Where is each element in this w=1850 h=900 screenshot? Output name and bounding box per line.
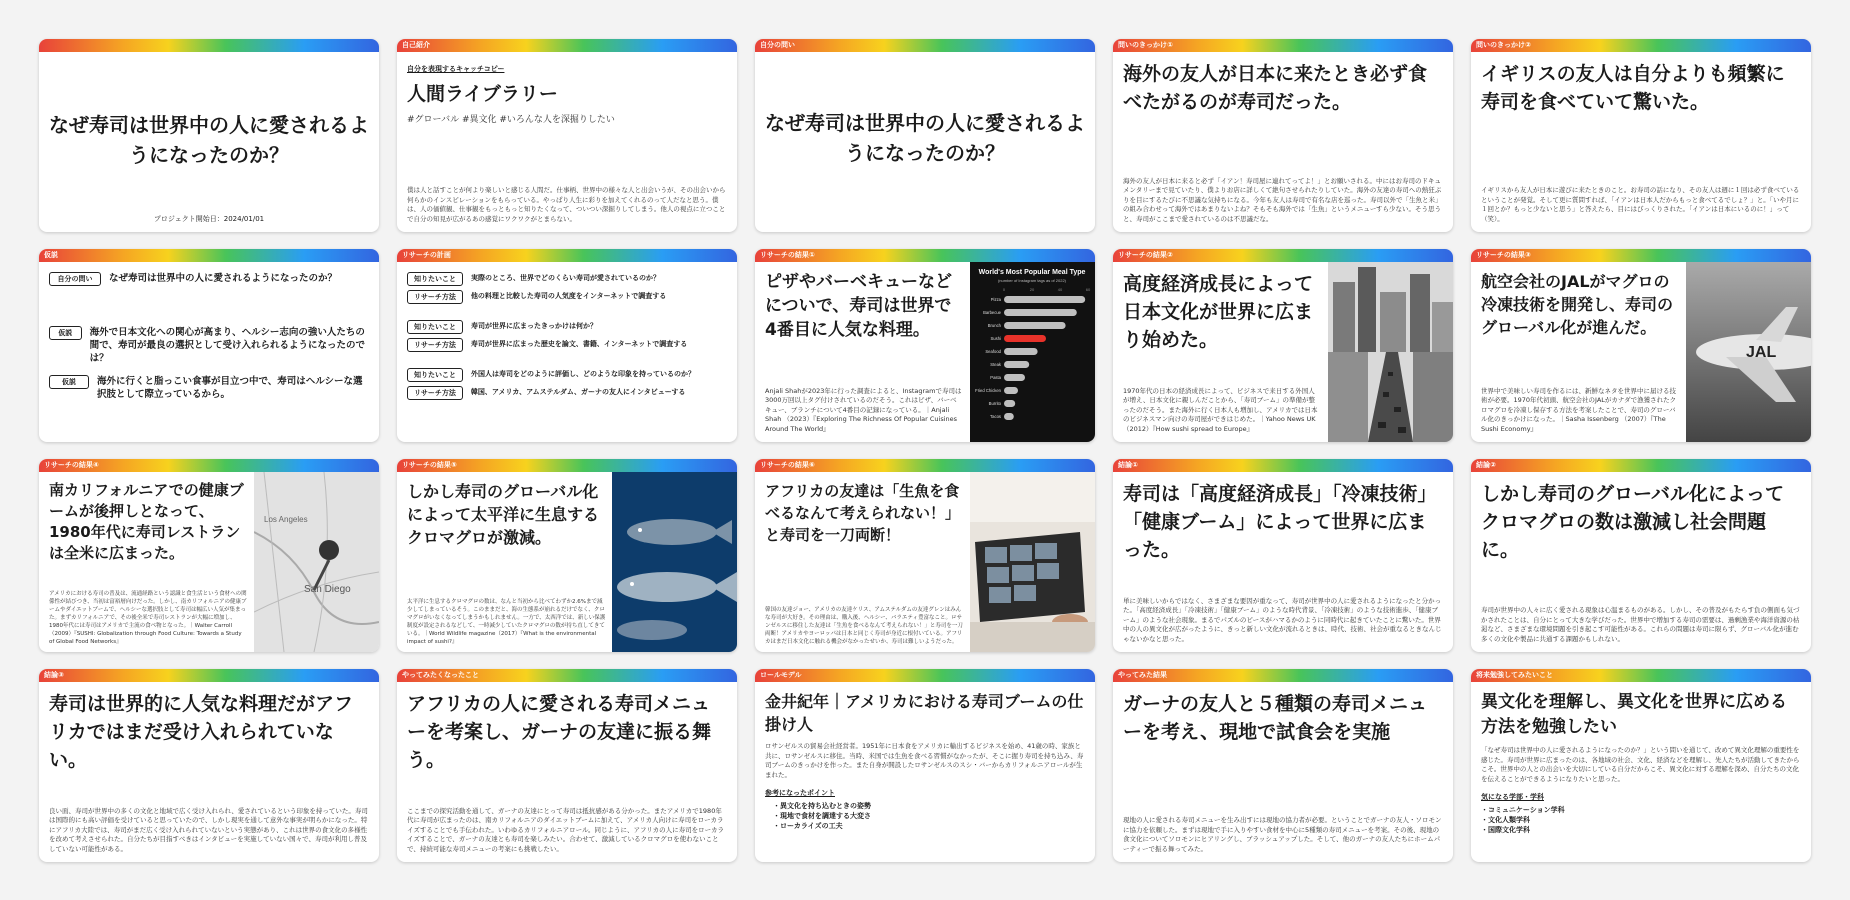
city-photo-image [1328,262,1453,442]
slide-tag: 仮説 [39,249,379,262]
slide-body: Anjali Shahが2023年に行った調査によると、Instagramで寿司は3000万回以上タグ付けされているのだそう。これはピザ、バーベキュー、ブランチについて4番目の記録になっている。｜Anjali Shah （2023）『Exploring The Richness Of Popular Cuisines Around The World』 [765,386,962,433]
slide-heading: 寿司は世界的に人気な料理だがアフリカではまだ受け入れられていない。 [49,693,354,771]
chart-subtitle: (number of Instagram tags as of 2022) [997,278,1067,283]
slide-research-2[interactable] [1113,249,1453,442]
row-text: 海外で日本文化への関心が高まり、ヘルシー志向の強い人たちの間で、寿司が最良の選択として受け入れられるようになったのでは？ [89,327,365,364]
chart-category-label: Fried Chicken [975,388,1001,393]
slide-question[interactable] [755,39,1095,232]
chart-category-label: Tacos [990,414,1001,419]
row-label: リサーチ方法 [407,338,463,352]
map-label-los-angeles: Los Angeles [264,515,308,524]
list-item: ・コミュニケーション学科 [1481,806,1565,814]
chart-bar [1004,348,1038,355]
slide-body: 良い面、寿司が世界中の多くの文化と地域で広く受け入れられ、愛されているという印象を持っていた。寿司は国際的にも高い評価を受けていると思っていたので、しかし現実を通して意外な事実が明らかになった。特にアフリカ大陸では、寿司がまだ広く受け入れられていないという実態があり、これは世界の食文化の多様性を改めて考えさせられた。自分たちが目指すべきはインタビューを実施していない国々で、寿司が利用し普及していない可能性がある。 [49,806,368,853]
slide-tag: リサーチの結果③ [1471,249,1811,262]
chart-category-label: Pizza [990,297,1001,302]
slide-heading: 金井紀年｜アメリカにおける寿司ブームの仕掛け人 [765,692,1084,734]
slide-body: 海外の友人が日本に来ると必ず「イアン！寿司屋に連れてってよ！」とお願いされる。中にはお寿司のドキュメンタリーまで見ていたり、僕よりお店に詳しくて絶句させられたりしていた。海外の友達の寿司への熱狂ぶりを目にするたびに不思議な気持ちになる。今年も友人は寿司で有名な店を巡った。寿司以外で「生魚と米」の組み合わせって海外ではあまりないよね？そもそも海外では「生魚」というメニューすら少ない。そう思うと、寿司がここまで愛されているのは不思議だな。 [1123,176,1442,223]
tuna-image [612,472,737,652]
list-item: ・国際文化学科 [1481,826,1530,834]
slide-tag: リサーチの計画 [397,249,737,262]
slide-heading: アフリカの友達は「生魚を食べるなんて考えられない！」と寿司を一刀両断！ [765,482,961,544]
slide-tag: 将来勉強してみたいこと [1471,669,1811,682]
slide-tag: 自分の問い [755,39,1095,52]
plan-row [407,290,727,304]
chart-category-label: Steak [990,362,1001,367]
slide-tag: 問いのきっかけ② [1471,39,1811,52]
slide-research-3[interactable] [1471,249,1811,442]
slide-heading: アフリカの人に愛される寿司メニューを考案し、ガーナの友達に振る舞う。 [407,693,712,771]
row-label: 仮説 [49,326,82,340]
meal-type-bar-chart [970,262,1095,442]
city-street-photo [1328,262,1453,442]
slide-self-intro[interactable] [397,39,737,232]
slide-tag: リサーチの結果⑤ [397,459,737,472]
chart-bar [1004,413,1014,420]
row-text: 寿司が世界に広まったきっかけは何か？ [471,322,597,330]
slide-body: イギリスから友人が日本に遊びに来たときのこと。お寿司の話になり、その友人は週に１回は必ず食べているということが発覚。そして更に質問すれば、「イアンは日本人だからもっと食べてるでしょ？」と。「いや月に１回とか？もっと少ないと思う」と答えたら、目にはびっくりされた。「イアンは日本にいるのに！」って（笑）。 [1481,186,1800,223]
chart-x-tick-label: 0 [1002,287,1006,292]
slide-conclusion-1[interactable] [1113,459,1453,652]
airplane-photo [1686,262,1811,442]
plan-row [407,368,727,382]
chart-category-label: Brunch [987,323,1001,328]
row-label: 知りたいこと [407,320,463,334]
plan-row [407,320,727,334]
points-list [765,801,1085,831]
slide-tag: やってみた結果 [1113,669,1453,682]
chart-bar [1004,387,1018,394]
chart-category-label: Barbecue [983,310,1001,315]
points-title: 気になる学部・学科 [1481,793,1544,801]
slide-heading: 人間ライブラリー [407,83,558,105]
slide-tag: ロールモデル [755,669,1095,682]
chart-category-label: Seafood [985,349,1001,354]
slide-body: ロサンゼルスの貿易会社経営者。1951年に日本食をアメリカに輸出するビジネスを始め、41歳の時、家族と共に、ロサンゼルスに移住。当時、米国では生魚を食べる習慣がなかったが、そこに握り寿司を持ち込み、寿司ブームのきっかけを作った。また自身が開設したロサンゼルスのスシ・バーからカリフォルニアロールが生まれた。 [765,742,1084,779]
slide-conclusion-3[interactable] [39,669,379,862]
slide-research-6[interactable] [755,459,1095,652]
slide-tag: やってみたくなったこと [397,669,737,682]
slide-body: 太平洋に生息するクロマグロの数は、なんと当初から比べてわずか2.6%まで減少してしまっているそう。このままだと、海の生態系が崩れるだけでなく、クロマグロがいなくなってしまうかもしれません。一方で、太西洋では、新しい保護制度が設定されるなどして、一時減少していたクロマグロの数が持ち直してきている。｜World Wildlife magazine（2017）『What is the environmental impact of sushi?』 [407,599,606,645]
chart-bar [1004,296,1085,303]
chart-bar [1004,374,1025,381]
slide-heading: ピザやバーベキューなどについで、寿司は世界で4番目に人気な料理。 [765,272,952,340]
map-image [254,472,379,652]
slide-heading: ガーナの友人と５種類の寿司メニューを考え、現地で試食会を実施 [1123,693,1428,743]
chart-category-label: Burrito [988,401,1001,406]
plan-row [407,338,727,352]
tuna-photo [612,472,737,652]
row-label: リサーチ方法 [407,386,463,400]
slide-heading: 高度経済成長によって日本文化が世界に広まり始めた。 [1123,273,1314,351]
list-item: ・現地で食材を調達する大変さ [773,812,871,820]
chart-x-tick-label: 20 [1029,287,1035,292]
row-text: 他の料理と比較した寿司の人気度をインターネットで調査する [470,292,667,300]
slide-trigger-1[interactable] [1113,39,1453,232]
slide-tag: リサーチの結果④ [39,459,379,472]
hypothesis-row [49,326,369,365]
slide-heading: 南カリフォルニアでの健康ブームが後押しとなって、1980年代に寿司レストランは全米に広まった。 [49,481,244,562]
chart-category-label: Pasta [990,375,1001,380]
slide-tag: 問いのきっかけ① [1113,39,1453,52]
video-call-photo [970,472,1095,652]
chart-category-label: Sushi [990,336,1001,341]
slide-heading: 異文化を理解し、異文化を世界に広める方法を勉強したい [1481,692,1787,737]
slide-body: 韓国の友達ジョー、アメリカの友達ケリス、アムステルダムの友達グレンはみんな寿司が大好き。その理由は、購入後、ヘルシー、バラエティ豊富なこと。ロサンゼルスに移住した友達は「生魚を食べるなんて考えられない！」と寿司を一刀両断！アメリカやヨーロッパは日本と同じく寿司が身近に根付いている。アフリカはまだ日本文化に触れる機会がなかったせいか、寿司は難しいようだった。 [765,607,963,645]
plan-row [407,272,727,286]
row-label: 自分の問い [49,272,101,286]
catchcopy-label: 自分を表現するキャッチコピー [407,65,505,73]
airplane-photo-image [1686,262,1811,442]
slide-grid [39,39,1811,862]
list-item: ・ローカライズの工夫 [773,822,843,830]
chart-x-tick-label: 60 [1085,287,1091,292]
row-text: 実際のところ、世界でどのくらい寿司が愛されているのか？ [471,274,660,282]
slide-research-plan[interactable] [397,249,737,442]
slide-trigger-2[interactable] [1471,39,1811,232]
slide-research-4[interactable] [39,459,379,652]
plan-row [407,386,727,400]
row-text: 寿司が世界に広まった歴史を論文、書籍、インターネットで調査する [470,340,688,348]
list-item: ・異文化を持ち込むときの姿勢 [773,802,871,810]
slide-tag: 結論② [1471,459,1811,472]
row-label: リサーチ方法 [407,290,463,304]
row-text: 外国人は寿司をどのように評価し、どのような印象を持っているのか？ [471,370,695,378]
slide-hypothesis[interactable] [39,249,379,442]
row-label: 知りたいこと [407,272,463,286]
slide-future-study[interactable] [1471,669,1811,862]
map-label-san-diego: San Diego [304,584,351,595]
hypothesis-row [49,375,369,401]
slide-want-to-try[interactable] [397,669,737,862]
slide-conclusion-2[interactable] [1471,459,1811,652]
row-text: なぜ寿司は世界中の人に愛されるようになったのか？ [109,273,338,284]
chart-title: World's Most Popular Meal Type [978,269,1086,276]
slide-body: ここまでの探究活動を通して、ガーナの友達にとって寿司は抵抗感がある分かった。またアメリカで1980年代に寿司が広まったのは、南カリフォルニアのダイエットブームに加えて、アメリカ人向けに寿司をローカライズすることでも手伝われた。いわゆるカリフォルニアロール。同じように、アフリカの人に寿司をローカライズすることで、ガーナの友達とも寿司を楽しみたい。合わせて、激減しているクロマグロを使わないことで、持続可能な寿司メニューの考案にも挑戦したい。 [407,806,725,853]
row-text: 海外に行くと脂っこい食事が目立つ中で、寿司はヘルシーな選択肢として際立っているから。 [96,376,363,400]
slide-tag: リサーチの結果② [1113,249,1453,262]
slide-result-of-trying[interactable] [1113,669,1453,862]
chart-bar [1004,400,1015,407]
slide-heading: 寿司は「高度経済成長」「冷凍技術」「健康ブーム」によって世界に広まった。 [1123,483,1437,561]
slide-title[interactable] [39,39,379,232]
slide-header-bar [39,39,379,52]
slide-heading: 海外の友人が日本に来たとき必ず食べたがるのが寿司だった。 [1123,63,1428,113]
slide-body: 世界中で美味しい寿司を作るには、新鮮なネタを世界中に届ける技術が必要。1970年代初頭、航空会社のJALがカナダで漁獲されたクロマグロを冷凍し保存する方法を考案したことで、寿司のグローバル化のきっかけになった。｜Sasha Issenberg （2007）『The Sushi Economy』 [1481,386,1677,433]
slide-tag: 結論① [1113,459,1453,472]
chart-bar [1004,335,1046,342]
row-label: 仮説 [49,375,89,389]
project-start-date: プロジェクト開始日：2024/01/01 [153,215,265,223]
slide-tag: リサーチの結果① [755,249,1095,262]
hashtags: #グローバル #異文化 #いろんな人を深掘りしたい [407,115,615,125]
slide-heading: なぜ寿司は世界中の人に愛されるようになったのか？ [49,113,369,167]
slide-heading: しかし寿司のグローバル化によってクロマグロの数は激減し社会問題に。 [1481,483,1785,561]
chart-bar [1004,309,1077,316]
chart-bar [1004,322,1066,329]
slide-body: 「なぜ寿司は世界中の人に愛されるようになったのか？」という問いを通じて、改めて異文化理解の重要性を感じた。寿司が世界に広まったのは、各地域の社会、文化、経済などを理解し、先人たちが活動してきたからこそ。世界中の人との出会いを大切にしている自分だからこそ、異文化に対する理解を深め、自分たちの文化を伝えることができるようになりたいと思った。 [1481,746,1800,783]
points-list [1481,805,1801,835]
popular-meal-chart [970,262,1095,442]
slide-research-5[interactable] [397,459,737,652]
slide-body: 単に美味しいからではなく、さまざまな要因が重なって、寿司が世界中の人に愛されるようになったと分かった。「高度経済成長」「冷凍技術」「健康ブーム」のような時代背景、「冷凍技術」のような技術進歩、「健康ブーム」のような社会現象。まるでパズルのピースがハマるかのように同時代に起きていたことに驚いた。世界中の人の異文化が広がったように、きっと新しい文化が流れるときは、時代、技術、社会が重なるときなんじゃないかなと思った。 [1123,596,1442,643]
list-item: ・文化人類学科 [1481,816,1530,824]
slide-body: アメリカにおける寿司の普及は、流通経路という認識と食生活という食材への関係性が結びつき、当初は富裕層向けだった。しかし、南カリフォルニアの健康ブームやダイエットブームで、ヘルシーな選択肢として寿司は幅広い人気が集まった。まずカリフォルニアで、その後全米で寿司レストランが大幅に増加し、1980年代には寿司はアメリカで主流の食べ物となった。｜Walter Carroll（2009）『SUSHI: Globalization through Food Culture: Towards a Study of Global Food Networks』 [49,591,247,645]
laptop-image [970,472,1095,652]
row-label: 知りたいこと [407,368,463,382]
slide-body: 現地の人に愛される寿司メニューを生み出すには現地の協力者が必要。ということでガーナの友人・ソロモンに協力を依頼した。まずは現地で手に入りやすい食材を中心に5種類の寿司メニューを考案。その後、現地の食文化についてソロモンにヒアリングし、ブラッシュアップした。そして、他のガーナの友人たちにホームパーティーで振る舞ってみた。 [1123,816,1442,853]
slide-tag: 自己紹介 [397,39,737,52]
slide-tag: リサーチの結果⑥ [755,459,1095,472]
map-photo [254,472,379,652]
slide-body: 寿司が世界中の人々に広く愛される現象は心温まるものがある。しかし、その普及がもたらす負の側面も気づかされたことは、自分にとって大きな学びだった。世界中で増加する寿司の需要は、過剰漁業や海洋資源の枯渇など、さまざまな環境問題を引き起こす可能性がある。これらの問題は寿司に限らず、グローバル化が進む多くの文化や製品に共通する課題かもしれない。 [1481,606,1800,643]
slide-heading: しかし寿司のグローバル化によって太平洋に生息するクロマグロが激減。 [407,482,600,547]
slide-heading: なぜ寿司は世界中の人に愛されるようになったのか？ [765,111,1085,165]
chart-x-tick-label: 40 [1057,287,1063,292]
slide-heading: 航空会社のJALがマグロの冷凍技術を開発し、寿司のグローバル化が進んだ。 [1481,272,1674,337]
slide-heading: イギリスの友人は自分よりも頻繁に寿司を食べていて驚いた。 [1481,63,1785,113]
row-text: 韓国、アメリカ、アムステルダム、ガーナの友人にインタビューする [470,388,686,396]
slide-role-model[interactable] [755,669,1095,862]
hypothesis-row [49,272,369,286]
points-title: 参考になったポイント [765,789,835,797]
slide-body: 1970年代の日本の経済成長によって、ビジネスで来日する外国人が増え、日本文化に親しんだことから、「寿司ブーム」の準備が整ったのだそう。また海外に行く日本人も増加し、アメリカでは日本のビジネスマン向けの寿司屋ができはじめた。｜Yahoo News UK（2012）『How sushi spread to Europe』 [1123,386,1318,433]
slide-body: 僕は人と話すことが何より楽しいと感じる人間だ。仕事柄、世界中の様々な人と出会いうが、その出会いから何らかのインスピレーションをもらっている。やっぱり人生に彩りを加えてくれるのって人だなと思う。僕は、人の価値観、仕事観をもっともっと知りたくなって、ついつい深掘りしてしまう。他人の視点に立つことで自分の知見が広がるあの感覚にワクワクがとまらない。 [407,186,726,223]
chart-bar [1004,361,1029,368]
slide-tag: 結論③ [39,669,379,682]
jal-logo: JAL [1746,344,1777,361]
slide-research-1[interactable] [755,249,1095,442]
